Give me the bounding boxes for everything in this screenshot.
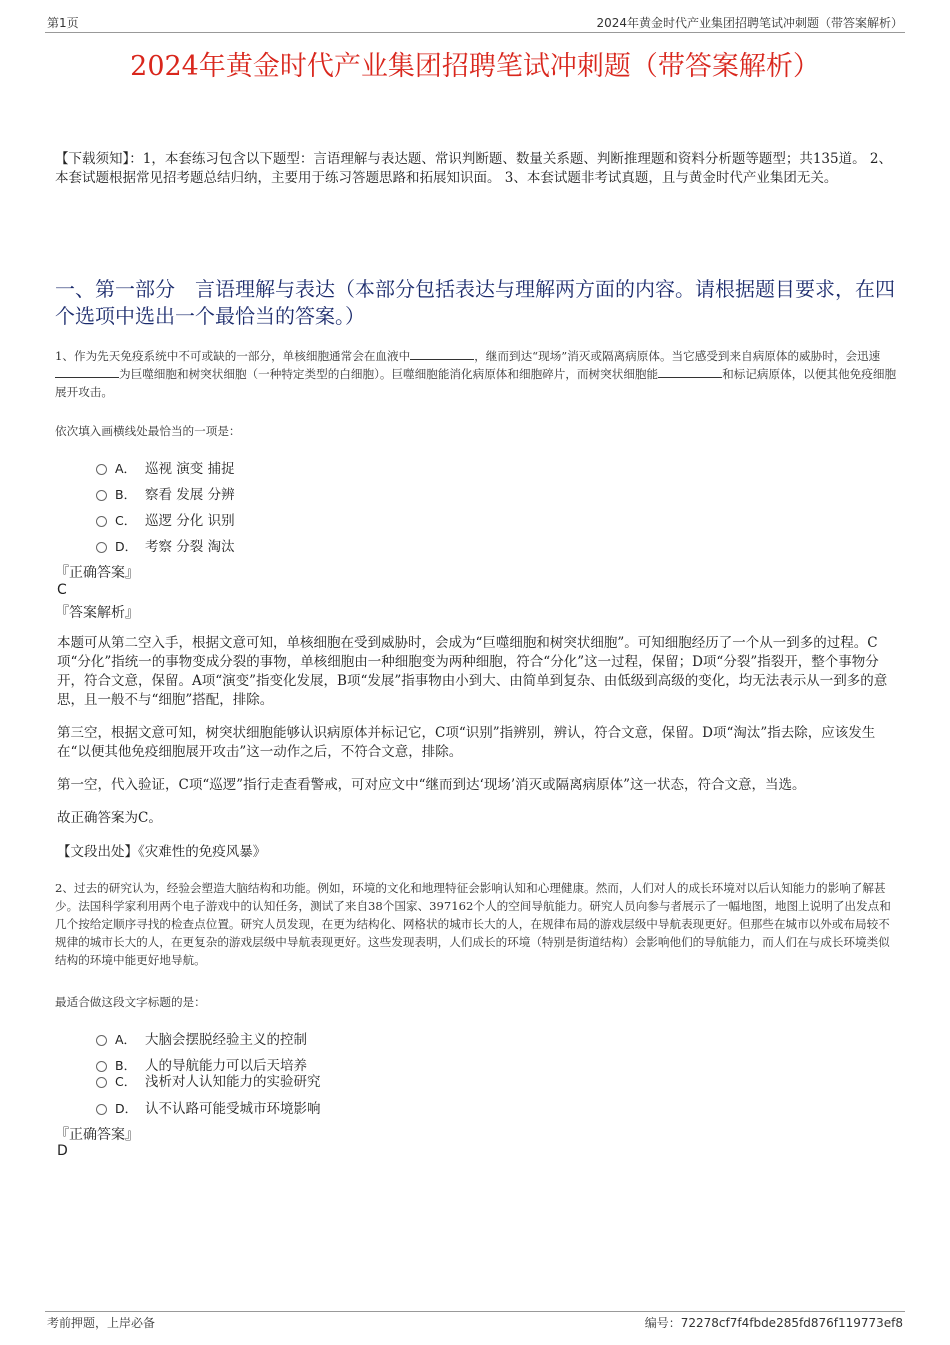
radio-button[interactable]	[96, 542, 107, 553]
q2-answer-label: 『正确答案』	[55, 1127, 139, 1143]
q1-option-d[interactable]: D． 考察 分裂 淘汰	[96, 535, 235, 555]
radio-button[interactable]	[96, 516, 107, 527]
footer-divider	[45, 1311, 905, 1312]
header-page-number: 第1页	[47, 16, 79, 30]
q1-source: 【文段出处】《灾难性的免疫风暴》	[57, 844, 267, 860]
q2-option-c[interactable]: C． 浅析对人认知能力的实验研究	[96, 1070, 321, 1090]
footer-serial: 编号：72278cf7f4fbde285fd876f119773ef8	[644, 1316, 903, 1330]
section-heading: 一、第一部分 言语理解与表达（本部分包括表达与理解两方面的内容。请根据题目要求，在四个选项中选出一个最恰当的答案。）	[55, 277, 895, 328]
radio-button[interactable]	[96, 1035, 107, 1046]
q1-option-b[interactable]: B． 察看 发展 分辨	[96, 483, 235, 503]
question-1-prompt: 依次填入画横线处最恰当的一项是：	[55, 424, 241, 438]
q1-option-a[interactable]: A． 巡视 演变 捕捉	[96, 457, 235, 477]
radio-button[interactable]	[96, 1104, 107, 1115]
q1-answer-label: 『正确答案』	[55, 565, 139, 581]
blank-3	[658, 365, 722, 378]
blank-2	[55, 365, 119, 378]
question-2-text: 2、过去的研究认为，经验会塑造大脑结构和功能。例如，环境的文化和地理特征会影响认知和心理健康。然而，人们对人的成长环境对以后认知能力的影响了解甚少。法国科学家利用两个电子游戏中的认知任务，测试了来自38个国家、397162个人的空间导航能力。研究人员向参与者展示了一幅地图，地图上说明了出发点和几个按给定顺序寻找的检查点位置。研究人员发现，在更为结构化、网格状的城市长大的人，在规律布局的游戏层级中导航表现更好。但那些在城市以外或布局较不规律的城市长大的人，在更复杂的游戏层级中导航表现更好。这些发现表明，人们成长的环境（特别是街道结构）会影响他们的导航能力，而人们在与成长环境类似结构的环境中能更好地导航。	[55, 881, 891, 967]
header-divider	[45, 32, 905, 33]
q2-option-d[interactable]: D． 认不认路可能受城市环境影响	[96, 1097, 321, 1117]
q2-option-a[interactable]: A． 大脑会摆脱经验主义的控制	[96, 1028, 307, 1048]
q1-analysis-label: 『答案解析』	[55, 605, 139, 621]
q1-analysis-paragraph-4: 故正确答案为C。	[57, 810, 162, 826]
blank-1	[410, 347, 474, 360]
footer-slogan: 考前押题，上岸必备	[47, 1316, 156, 1330]
radio-button[interactable]	[96, 1077, 107, 1088]
page-title: 2024年黄金时代产业集团招聘笔试冲刺题（带答案解析）	[130, 51, 820, 82]
radio-button[interactable]	[96, 464, 107, 475]
q1-answer: C	[57, 582, 67, 598]
q1-analysis-paragraph-3: 第一空，代入验证，C项“巡逻”指行走查看警戒，可对应文中“继而到达‘现场’消灭或隔离病原体”这一状态，符合文意，当选。	[57, 777, 806, 793]
question-1-text: 1、作为先天免疫系统中不可或缺的一部分，单核细胞通常会在血液中 ，继而到达“现场”消灭或隔离病原体。当它感受到来自病原体的威胁时，会迅速为巨噬细胞和树突状细胞（一种特定类型的白细胞）。巨噬细胞能消化病原体和细胞碎片，而树突状细胞能 和标记病原体，以便其他免疫细胞展开攻击。	[55, 349, 897, 399]
q2-option-b[interactable]: B． 人的导航能力可以后天培养	[96, 1054, 307, 1074]
download-notice: 【下载须知】：1，本套练习包含以下题型：言语理解与表达题、常识判断题、数量关系题、判断推理题和资料分析题等题型；共135道。 2、本套试题根据常见招考题总结归纳，主要用于练习答题思路和拓展知识面。 3、本套试题非考试真题，且与黄金时代产业集团无关。	[55, 151, 892, 186]
q1-analysis-paragraph-2: 第三空，根据文意可知，树突状细胞能够认识病原体并标记它，C项“识别”指辨别，辨认，符合文意，保留。D项“淘汰”指去除，应该发生在“以便其他免疫细胞展开攻击”这一动作之后，不符合文意，排除。	[57, 725, 876, 760]
q1-analysis-paragraph-1: 本题可从第二空入手，根据文意可知，单核细胞在受到威胁时，会成为“巨噬细胞和树突状细胞”。可知细胞经历了一个从一到多的过程。C项“分化”指统一的事物变成分裂的事物，单核细胞由一种细胞变为两种细胞，符合“分化”这一过程，保留；D项“分裂”指裂开，整个事物分开，符合文意，保留。A项“演变”指变化发展，B项“发展”指事物由小到大、由简单到复杂、由低级到高级的变化，均无法表示从一到多的意思，且一般不与“细胞”搭配，排除。	[57, 635, 888, 708]
q1-option-c[interactable]: C． 巡逻 分化 识别	[96, 509, 235, 529]
header-doc-title: 2024年黄金时代产业集团招聘笔试冲刺题（带答案解析）	[596, 16, 903, 30]
q2-answer: D	[57, 1143, 68, 1159]
radio-button[interactable]	[96, 490, 107, 501]
question-2-prompt: 最适合做这段文字标题的是：	[55, 995, 206, 1009]
